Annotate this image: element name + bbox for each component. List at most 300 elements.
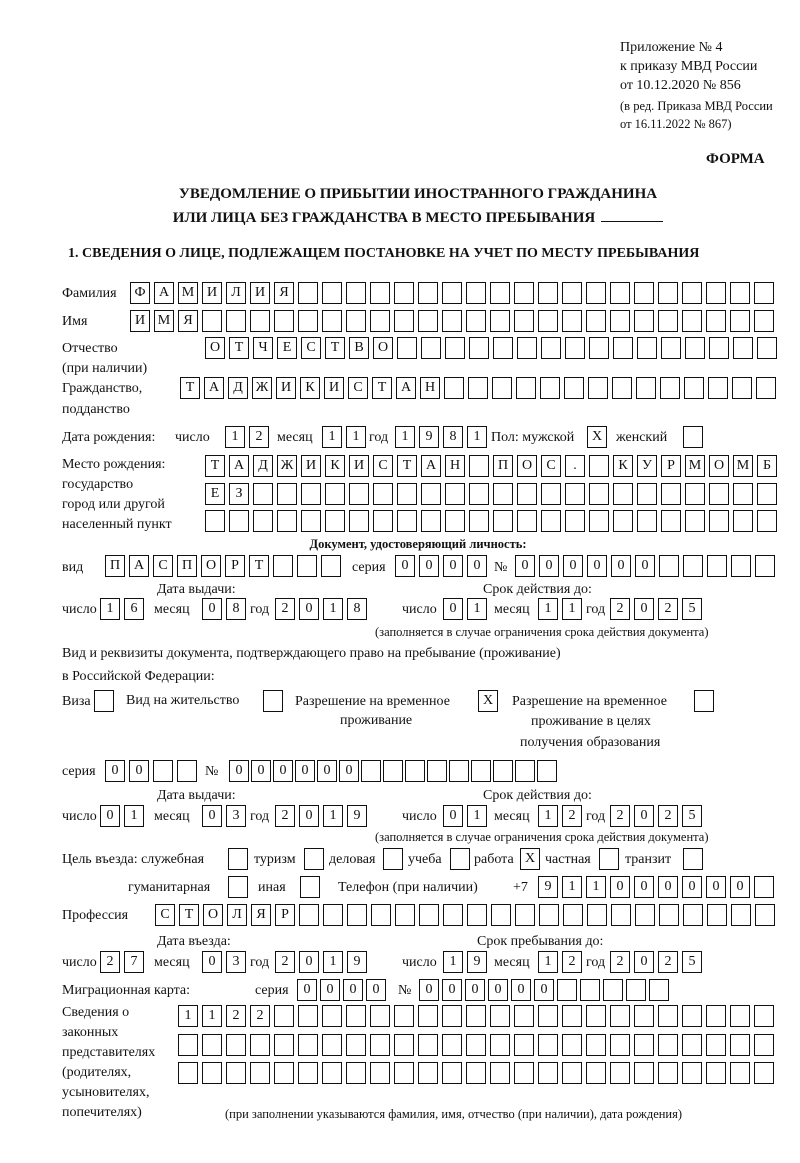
char-box[interactable]: [394, 282, 414, 304]
char-box[interactable]: [373, 483, 393, 505]
char-box[interactable]: О: [203, 904, 223, 926]
char-box[interactable]: [469, 337, 489, 359]
char-box[interactable]: [493, 337, 513, 359]
char-box[interactable]: 9: [467, 951, 487, 973]
char-box[interactable]: Р: [225, 555, 245, 577]
char-box[interactable]: [442, 1005, 462, 1027]
char-box[interactable]: Т: [372, 377, 392, 399]
char-box[interactable]: И: [202, 282, 222, 304]
char-box[interactable]: 1: [323, 951, 343, 973]
char-box[interactable]: [490, 1034, 510, 1056]
char-box[interactable]: [565, 337, 585, 359]
char-box[interactable]: 0: [515, 555, 535, 577]
char-box[interactable]: 0: [682, 876, 702, 898]
char-box[interactable]: [708, 377, 728, 399]
char-box[interactable]: [427, 760, 447, 782]
char-box[interactable]: А: [229, 455, 249, 477]
char-box[interactable]: Р: [661, 455, 681, 477]
char-box[interactable]: .: [565, 455, 585, 477]
char-box[interactable]: К: [325, 455, 345, 477]
char-box[interactable]: [732, 377, 752, 399]
char-box[interactable]: [634, 282, 654, 304]
char-box[interactable]: [418, 1005, 438, 1027]
char-box[interactable]: А: [154, 282, 174, 304]
char-box[interactable]: [754, 876, 774, 898]
place-blank[interactable]: [601, 207, 663, 222]
char-box[interactable]: [202, 1062, 222, 1084]
char-box[interactable]: [370, 1034, 390, 1056]
char-box[interactable]: [226, 310, 246, 332]
char-box[interactable]: [658, 1034, 678, 1056]
char-box[interactable]: 1: [562, 876, 582, 898]
char-box[interactable]: [490, 1062, 510, 1084]
char-box[interactable]: [491, 904, 511, 926]
char-box[interactable]: [540, 377, 560, 399]
char-box[interactable]: 0: [539, 555, 559, 577]
char-box[interactable]: [178, 1062, 198, 1084]
char-box[interactable]: [537, 760, 557, 782]
char-box[interactable]: [634, 1034, 654, 1056]
char-box[interactable]: [349, 483, 369, 505]
char-box[interactable]: [636, 377, 656, 399]
char-box[interactable]: [580, 979, 600, 1001]
char-box[interactable]: X: [587, 426, 607, 448]
char-box[interactable]: 0: [395, 555, 415, 577]
char-box[interactable]: 2: [275, 598, 295, 620]
char-box[interactable]: 0: [635, 555, 655, 577]
char-box[interactable]: А: [204, 377, 224, 399]
char-box[interactable]: [153, 760, 173, 782]
char-box[interactable]: 1: [538, 805, 558, 827]
char-box[interactable]: [321, 555, 341, 577]
char-box[interactable]: [685, 510, 705, 532]
char-box[interactable]: [228, 876, 248, 898]
char-box[interactable]: [383, 760, 403, 782]
char-box[interactable]: 5: [682, 598, 702, 620]
char-box[interactable]: [226, 1062, 246, 1084]
char-box[interactable]: [370, 282, 390, 304]
char-box[interactable]: 9: [538, 876, 558, 898]
char-box[interactable]: [301, 510, 321, 532]
char-box[interactable]: [731, 904, 751, 926]
char-box[interactable]: [394, 1062, 414, 1084]
char-box[interactable]: [514, 310, 534, 332]
char-box[interactable]: Т: [179, 904, 199, 926]
char-box[interactable]: [589, 337, 609, 359]
char-box[interactable]: 2: [250, 1005, 270, 1027]
char-box[interactable]: 0: [100, 805, 120, 827]
char-box[interactable]: [274, 1034, 294, 1056]
char-box[interactable]: [637, 483, 657, 505]
char-box[interactable]: [757, 483, 777, 505]
char-box[interactable]: [442, 1034, 462, 1056]
char-box[interactable]: [469, 510, 489, 532]
char-box[interactable]: [490, 310, 510, 332]
char-box[interactable]: 0: [317, 760, 337, 782]
char-box[interactable]: [612, 377, 632, 399]
char-box[interactable]: [517, 510, 537, 532]
char-box[interactable]: [634, 310, 654, 332]
char-box[interactable]: 8: [226, 598, 246, 620]
char-box[interactable]: [541, 510, 561, 532]
char-box[interactable]: [469, 455, 489, 477]
char-box[interactable]: [706, 1062, 726, 1084]
char-box[interactable]: 0: [320, 979, 340, 1001]
char-box[interactable]: 2: [275, 805, 295, 827]
char-box[interactable]: 0: [706, 876, 726, 898]
char-box[interactable]: [754, 282, 774, 304]
char-box[interactable]: [661, 483, 681, 505]
char-box[interactable]: [730, 1005, 750, 1027]
char-box[interactable]: М: [154, 310, 174, 332]
char-box[interactable]: [346, 282, 366, 304]
char-box[interactable]: О: [205, 337, 225, 359]
char-box[interactable]: [659, 555, 679, 577]
char-box[interactable]: 0: [634, 876, 654, 898]
char-box[interactable]: Ф: [130, 282, 150, 304]
char-box[interactable]: [178, 1034, 198, 1056]
char-box[interactable]: С: [373, 455, 393, 477]
char-box[interactable]: [322, 310, 342, 332]
char-box[interactable]: [466, 1005, 486, 1027]
char-box[interactable]: [610, 310, 630, 332]
char-box[interactable]: Т: [397, 455, 417, 477]
char-box[interactable]: [603, 979, 623, 1001]
char-box[interactable]: [274, 1062, 294, 1084]
char-box[interactable]: 0: [443, 598, 463, 620]
char-box[interactable]: [586, 1034, 606, 1056]
char-box[interactable]: [730, 1034, 750, 1056]
char-box[interactable]: 1: [467, 598, 487, 620]
char-box[interactable]: П: [177, 555, 197, 577]
char-box[interactable]: 8: [347, 598, 367, 620]
char-box[interactable]: [205, 510, 225, 532]
char-box[interactable]: [371, 904, 391, 926]
char-box[interactable]: [565, 483, 585, 505]
char-box[interactable]: [706, 310, 726, 332]
char-box[interactable]: [490, 1005, 510, 1027]
char-box[interactable]: [564, 377, 584, 399]
char-box[interactable]: [682, 1062, 702, 1084]
char-box[interactable]: 1: [443, 951, 463, 973]
char-box[interactable]: [298, 1034, 318, 1056]
char-box[interactable]: 0: [202, 951, 222, 973]
char-box[interactable]: 2: [658, 951, 678, 973]
char-box[interactable]: [599, 848, 619, 870]
char-box[interactable]: 1: [124, 805, 144, 827]
char-box[interactable]: [493, 510, 513, 532]
char-box[interactable]: 1: [202, 1005, 222, 1027]
char-box[interactable]: [538, 1062, 558, 1084]
char-box[interactable]: [346, 1062, 366, 1084]
char-box[interactable]: [449, 760, 469, 782]
char-box[interactable]: 1: [322, 426, 342, 448]
char-box[interactable]: [418, 1034, 438, 1056]
char-box[interactable]: [659, 904, 679, 926]
char-box[interactable]: Е: [205, 483, 225, 505]
char-box[interactable]: [383, 848, 403, 870]
char-box[interactable]: [442, 282, 462, 304]
char-box[interactable]: 0: [299, 805, 319, 827]
char-box[interactable]: [322, 1034, 342, 1056]
char-box[interactable]: [730, 282, 750, 304]
char-box[interactable]: [730, 1062, 750, 1084]
char-box[interactable]: [563, 904, 583, 926]
char-box[interactable]: [538, 1034, 558, 1056]
char-box[interactable]: 0: [610, 876, 630, 898]
char-box[interactable]: [250, 1034, 270, 1056]
char-box[interactable]: М: [178, 282, 198, 304]
char-box[interactable]: [589, 455, 609, 477]
char-box[interactable]: [442, 1062, 462, 1084]
char-box[interactable]: 0: [343, 979, 363, 1001]
char-box[interactable]: [733, 337, 753, 359]
char-box[interactable]: [660, 377, 680, 399]
char-box[interactable]: 0: [339, 760, 359, 782]
char-box[interactable]: 0: [229, 760, 249, 782]
char-box[interactable]: [492, 377, 512, 399]
char-box[interactable]: 0: [534, 979, 554, 1001]
char-box[interactable]: 3: [226, 951, 246, 973]
char-box[interactable]: [538, 282, 558, 304]
char-box[interactable]: [94, 690, 114, 712]
char-box[interactable]: [586, 1062, 606, 1084]
char-box[interactable]: И: [324, 377, 344, 399]
char-box[interactable]: [733, 510, 753, 532]
char-box[interactable]: [298, 310, 318, 332]
char-box[interactable]: [274, 310, 294, 332]
char-box[interactable]: [445, 510, 465, 532]
char-box[interactable]: [731, 555, 751, 577]
char-box[interactable]: [634, 1062, 654, 1084]
char-box[interactable]: [683, 848, 703, 870]
char-box[interactable]: [586, 310, 606, 332]
char-box[interactable]: [394, 1034, 414, 1056]
char-box[interactable]: [349, 510, 369, 532]
char-box[interactable]: [325, 510, 345, 532]
char-box[interactable]: [539, 904, 559, 926]
char-box[interactable]: К: [300, 377, 320, 399]
char-box[interactable]: Б: [757, 455, 777, 477]
char-box[interactable]: [730, 310, 750, 332]
char-box[interactable]: [493, 760, 513, 782]
char-box[interactable]: 2: [610, 805, 630, 827]
char-box[interactable]: [589, 483, 609, 505]
char-box[interactable]: [467, 904, 487, 926]
char-box[interactable]: [515, 904, 535, 926]
char-box[interactable]: 0: [467, 555, 487, 577]
char-box[interactable]: X: [478, 690, 498, 712]
char-box[interactable]: 0: [366, 979, 386, 1001]
char-box[interactable]: В: [349, 337, 369, 359]
char-box[interactable]: [493, 483, 513, 505]
char-box[interactable]: 1: [586, 876, 606, 898]
char-box[interactable]: 0: [251, 760, 271, 782]
char-box[interactable]: [658, 1005, 678, 1027]
char-box[interactable]: [418, 1062, 438, 1084]
char-box[interactable]: [177, 760, 197, 782]
char-box[interactable]: [395, 904, 415, 926]
char-box[interactable]: К: [613, 455, 633, 477]
char-box[interactable]: [466, 310, 486, 332]
char-box[interactable]: [562, 282, 582, 304]
char-box[interactable]: 0: [611, 555, 631, 577]
char-box[interactable]: [273, 555, 293, 577]
char-box[interactable]: [565, 510, 585, 532]
char-box[interactable]: [649, 979, 669, 1001]
char-box[interactable]: [325, 483, 345, 505]
char-box[interactable]: [322, 1062, 342, 1084]
char-box[interactable]: [299, 904, 319, 926]
char-box[interactable]: 6: [124, 598, 144, 620]
char-box[interactable]: О: [373, 337, 393, 359]
char-box[interactable]: 0: [443, 805, 463, 827]
char-box[interactable]: [471, 760, 491, 782]
char-box[interactable]: [562, 310, 582, 332]
char-box[interactable]: [298, 282, 318, 304]
char-box[interactable]: И: [276, 377, 296, 399]
char-box[interactable]: [586, 1005, 606, 1027]
char-box[interactable]: 0: [511, 979, 531, 1001]
char-box[interactable]: Н: [420, 377, 440, 399]
char-box[interactable]: [610, 282, 630, 304]
char-box[interactable]: [397, 510, 417, 532]
char-box[interactable]: И: [130, 310, 150, 332]
char-box[interactable]: Н: [445, 455, 465, 477]
char-box[interactable]: Е: [277, 337, 297, 359]
char-box[interactable]: 0: [299, 951, 319, 973]
char-box[interactable]: [277, 483, 297, 505]
char-box[interactable]: 1: [395, 426, 415, 448]
char-box[interactable]: Л: [226, 282, 246, 304]
char-box[interactable]: [373, 510, 393, 532]
char-box[interactable]: У: [637, 455, 657, 477]
char-box[interactable]: Р: [275, 904, 295, 926]
char-box[interactable]: 2: [610, 598, 630, 620]
char-box[interactable]: 1: [225, 426, 245, 448]
char-box[interactable]: П: [105, 555, 125, 577]
char-box[interactable]: [445, 337, 465, 359]
char-box[interactable]: 1: [467, 426, 487, 448]
char-box[interactable]: 2: [275, 951, 295, 973]
char-box[interactable]: [322, 282, 342, 304]
char-box[interactable]: 2: [658, 805, 678, 827]
char-box[interactable]: [557, 979, 577, 1001]
char-box[interactable]: [613, 510, 633, 532]
char-box[interactable]: [517, 483, 537, 505]
char-box[interactable]: [685, 337, 705, 359]
char-box[interactable]: 9: [347, 805, 367, 827]
char-box[interactable]: [637, 510, 657, 532]
char-box[interactable]: [421, 483, 441, 505]
char-box[interactable]: 0: [443, 555, 463, 577]
char-box[interactable]: [346, 310, 366, 332]
char-box[interactable]: 0: [563, 555, 583, 577]
char-box[interactable]: [682, 310, 702, 332]
char-box[interactable]: 9: [419, 426, 439, 448]
char-box[interactable]: П: [493, 455, 513, 477]
char-box[interactable]: [466, 1034, 486, 1056]
char-box[interactable]: [250, 310, 270, 332]
char-box[interactable]: [709, 510, 729, 532]
char-box[interactable]: О: [517, 455, 537, 477]
char-box[interactable]: [301, 483, 321, 505]
char-box[interactable]: И: [301, 455, 321, 477]
char-box[interactable]: [253, 483, 273, 505]
char-box[interactable]: 0: [419, 979, 439, 1001]
char-box[interactable]: [514, 282, 534, 304]
char-box[interactable]: [586, 282, 606, 304]
char-box[interactable]: [658, 1062, 678, 1084]
char-box[interactable]: Т: [249, 555, 269, 577]
char-box[interactable]: [754, 310, 774, 332]
char-box[interactable]: А: [396, 377, 416, 399]
char-box[interactable]: [694, 690, 714, 712]
char-box[interactable]: М: [685, 455, 705, 477]
char-box[interactable]: [707, 555, 727, 577]
char-box[interactable]: [444, 377, 464, 399]
char-box[interactable]: 0: [488, 979, 508, 1001]
char-box[interactable]: [346, 1005, 366, 1027]
char-box[interactable]: [683, 426, 703, 448]
char-box[interactable]: [418, 310, 438, 332]
char-box[interactable]: 0: [442, 979, 462, 1001]
char-box[interactable]: 2: [249, 426, 269, 448]
char-box[interactable]: [514, 1062, 534, 1084]
char-box[interactable]: [450, 848, 470, 870]
char-box[interactable]: [469, 483, 489, 505]
char-box[interactable]: [755, 904, 775, 926]
char-box[interactable]: [685, 483, 705, 505]
char-box[interactable]: [394, 310, 414, 332]
char-box[interactable]: Я: [178, 310, 198, 332]
char-box[interactable]: 5: [682, 805, 702, 827]
char-box[interactable]: [538, 310, 558, 332]
char-box[interactable]: 2: [100, 951, 120, 973]
char-box[interactable]: Я: [274, 282, 294, 304]
char-box[interactable]: 1: [178, 1005, 198, 1027]
char-box[interactable]: [541, 483, 561, 505]
char-box[interactable]: [490, 282, 510, 304]
char-box[interactable]: С: [153, 555, 173, 577]
char-box[interactable]: [298, 1062, 318, 1084]
char-box[interactable]: М: [733, 455, 753, 477]
char-box[interactable]: 0: [295, 760, 315, 782]
char-box[interactable]: [516, 377, 536, 399]
char-box[interactable]: [733, 483, 753, 505]
char-box[interactable]: И: [349, 455, 369, 477]
char-box[interactable]: 0: [297, 979, 317, 1001]
char-box[interactable]: [466, 282, 486, 304]
char-box[interactable]: [709, 483, 729, 505]
char-box[interactable]: 1: [538, 951, 558, 973]
char-box[interactable]: [202, 1034, 222, 1056]
char-box[interactable]: [626, 979, 646, 1001]
char-box[interactable]: А: [421, 455, 441, 477]
char-box[interactable]: Ч: [253, 337, 273, 359]
char-box[interactable]: С: [348, 377, 368, 399]
char-box[interactable]: [253, 510, 273, 532]
char-box[interactable]: [370, 1062, 390, 1084]
char-box[interactable]: [514, 1005, 534, 1027]
char-box[interactable]: 1: [323, 805, 343, 827]
char-box[interactable]: [346, 1034, 366, 1056]
char-box[interactable]: [682, 1005, 702, 1027]
char-box[interactable]: И: [250, 282, 270, 304]
char-box[interactable]: [707, 904, 727, 926]
char-box[interactable]: 0: [658, 876, 678, 898]
char-box[interactable]: [706, 1034, 726, 1056]
